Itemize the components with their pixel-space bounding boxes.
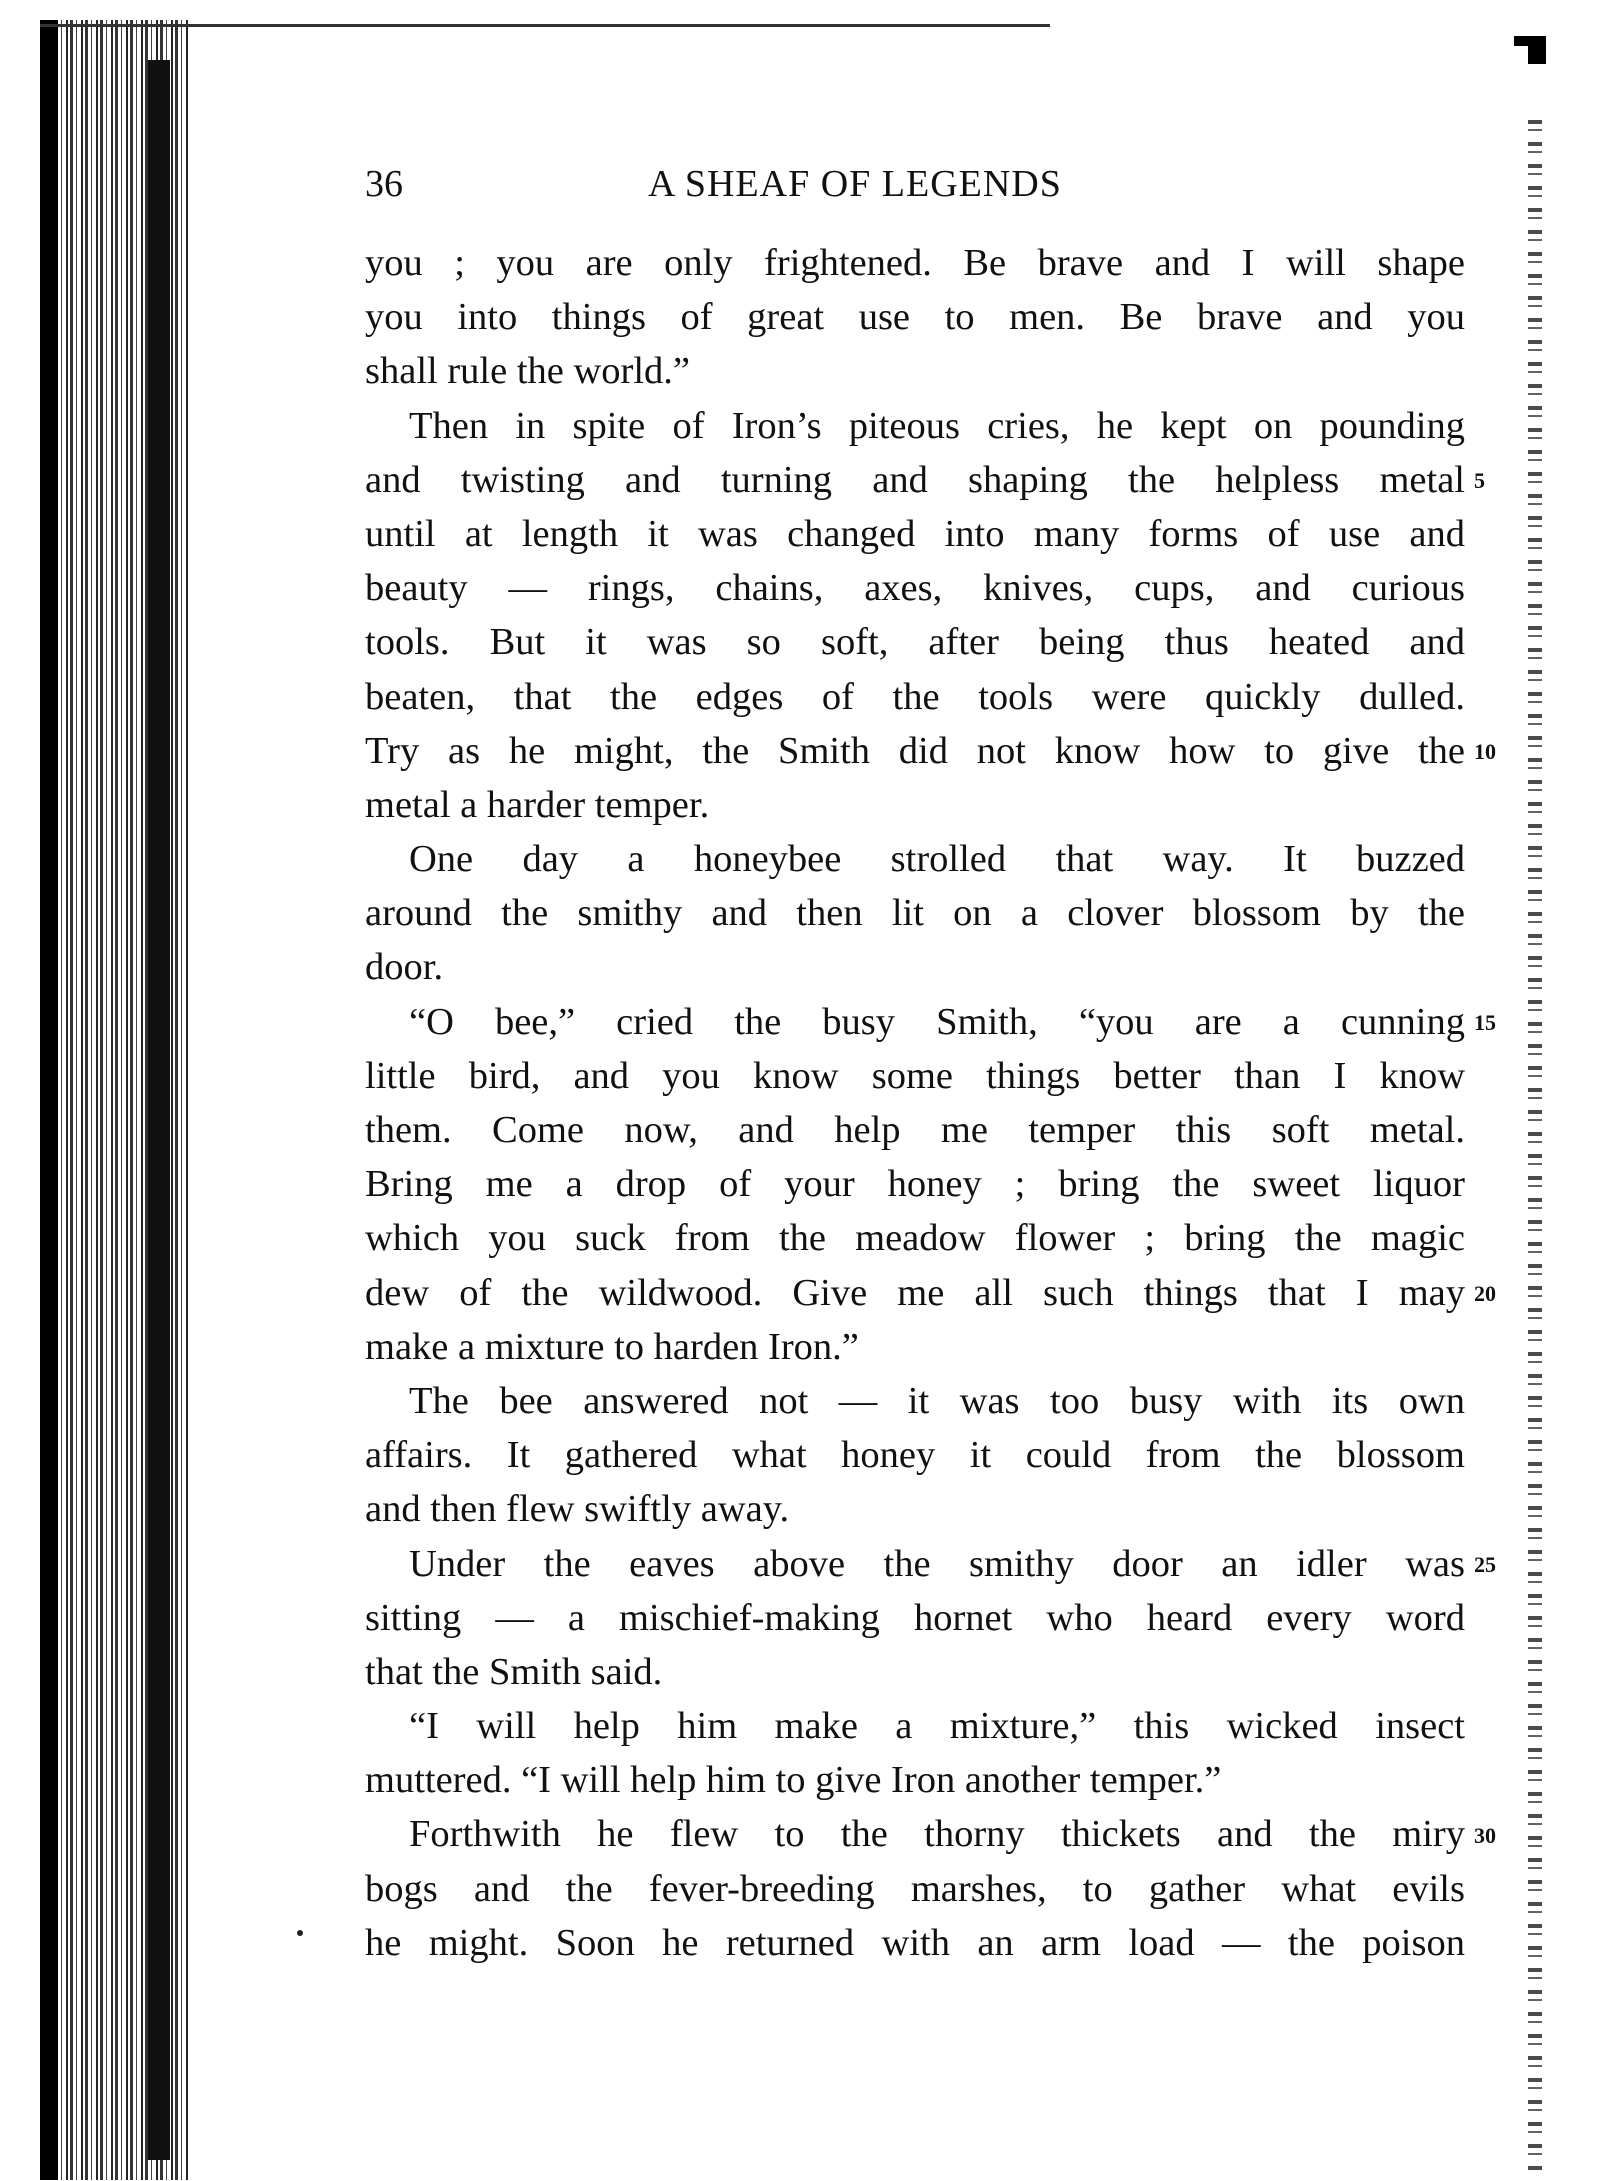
- text-line: make a mixture to harden Iron.”: [365, 1325, 859, 1368]
- text-line: and then flew swiftly away.: [365, 1488, 790, 1531]
- right-scan-edge: [1528, 120, 1542, 2170]
- text-line: shall rule the world.”: [365, 350, 691, 393]
- text-line: you ; you are only frightened. Be brave and I will shape: [365, 242, 1465, 284]
- text-line: that the Smith said.: [365, 1650, 663, 1693]
- paragraph: [365, 1699, 1465, 1807]
- line-number: 20: [1474, 1281, 1496, 1306]
- line-number: 30: [1474, 1823, 1496, 1848]
- text-line: beauty — rings, chains, axes, knives, cups, and curious: [365, 567, 1465, 610]
- text-line: Under the eaves above the smithy door an idler was: [409, 1542, 1465, 1585]
- paragraph: [365, 995, 1465, 1374]
- text-line: “O bee,” cried the busy Smith, “you are a cunning: [409, 1000, 1465, 1043]
- text-line: Forthwith he flew to the thorny thickets and the miry: [409, 1813, 1465, 1856]
- paragraph: [365, 1374, 1465, 1537]
- text-line: One day a honeybee strolled that way. It buzzed: [409, 838, 1465, 881]
- text-line: which you suck from the meadow flower ; bring the magic: [365, 1217, 1465, 1260]
- text-line: and twisting and turning and shaping the helpless metal: [365, 458, 1465, 501]
- paragraph: [365, 399, 1465, 833]
- text-line: Then in spite of Iron’s piteous cries, he kept on pounding: [409, 404, 1465, 447]
- stray-ink-dot: [297, 1930, 303, 1936]
- page-body: [365, 236, 1465, 1970]
- text-line: he might. Soon he returned with an arm load — the poison: [365, 1921, 1465, 1964]
- paragraph: [365, 236, 1465, 399]
- text-line: beaten, that the edges of the tools were quickly dulled.: [365, 675, 1465, 718]
- line-number: 25: [1474, 1552, 1496, 1577]
- line-number: 15: [1474, 1010, 1496, 1035]
- line-number: 10: [1474, 739, 1496, 764]
- text-line: The bee answered not — it was too busy with its own: [409, 1379, 1465, 1422]
- text-line: them. Come now, and help me temper this soft metal.: [365, 1109, 1465, 1151]
- paragraph: [365, 1537, 1465, 1700]
- binding-edge-band: [148, 60, 170, 2160]
- text-line: affairs. It gathered what honey it could from the blossom: [365, 1434, 1465, 1477]
- running-title: A SHEAF OF LEGENDS: [648, 163, 1062, 205]
- page-number: 36: [365, 163, 403, 205]
- text-line: muttered. “I will help him to give Iron another temper.”: [365, 1759, 1222, 1802]
- line-number: 5: [1474, 468, 1485, 493]
- paragraph: [365, 1807, 1465, 1970]
- text-line: sitting — a mischief-making hornet who heard every word: [365, 1596, 1465, 1639]
- binding-shadow: [40, 20, 58, 2180]
- text-line: dew of the wildwood. Give me all such things that I may: [365, 1271, 1465, 1314]
- text-line: metal a harder temper.: [365, 783, 710, 826]
- corner-scan-mark: [1528, 36, 1546, 64]
- text-line: until at length it was changed into many forms of use and: [365, 512, 1465, 555]
- page-header: [365, 158, 1465, 218]
- text-line: bogs and the fever-breeding marshes, to gather what evils: [365, 1867, 1465, 1910]
- text-line: Bring me a drop of your honey ; bring the sweet liquor: [365, 1163, 1465, 1206]
- paragraph: [365, 832, 1465, 995]
- text-line: around the smithy and then lit on a clover blossom by the: [365, 892, 1465, 935]
- text-line: door.: [365, 946, 444, 989]
- text-line: Try as he might, the Smith did not know how to give the: [365, 729, 1465, 772]
- top-scan-edge: [40, 24, 1050, 27]
- text-line: little bird, and you know some things better than I know: [365, 1054, 1465, 1097]
- text-line: you into things of great use to men. Be brave and you: [365, 296, 1465, 339]
- text-line: “I will help him make a mixture,” this wicked insect: [409, 1705, 1465, 1748]
- text-line: tools. But it was so soft, after being thus heated and: [365, 621, 1465, 664]
